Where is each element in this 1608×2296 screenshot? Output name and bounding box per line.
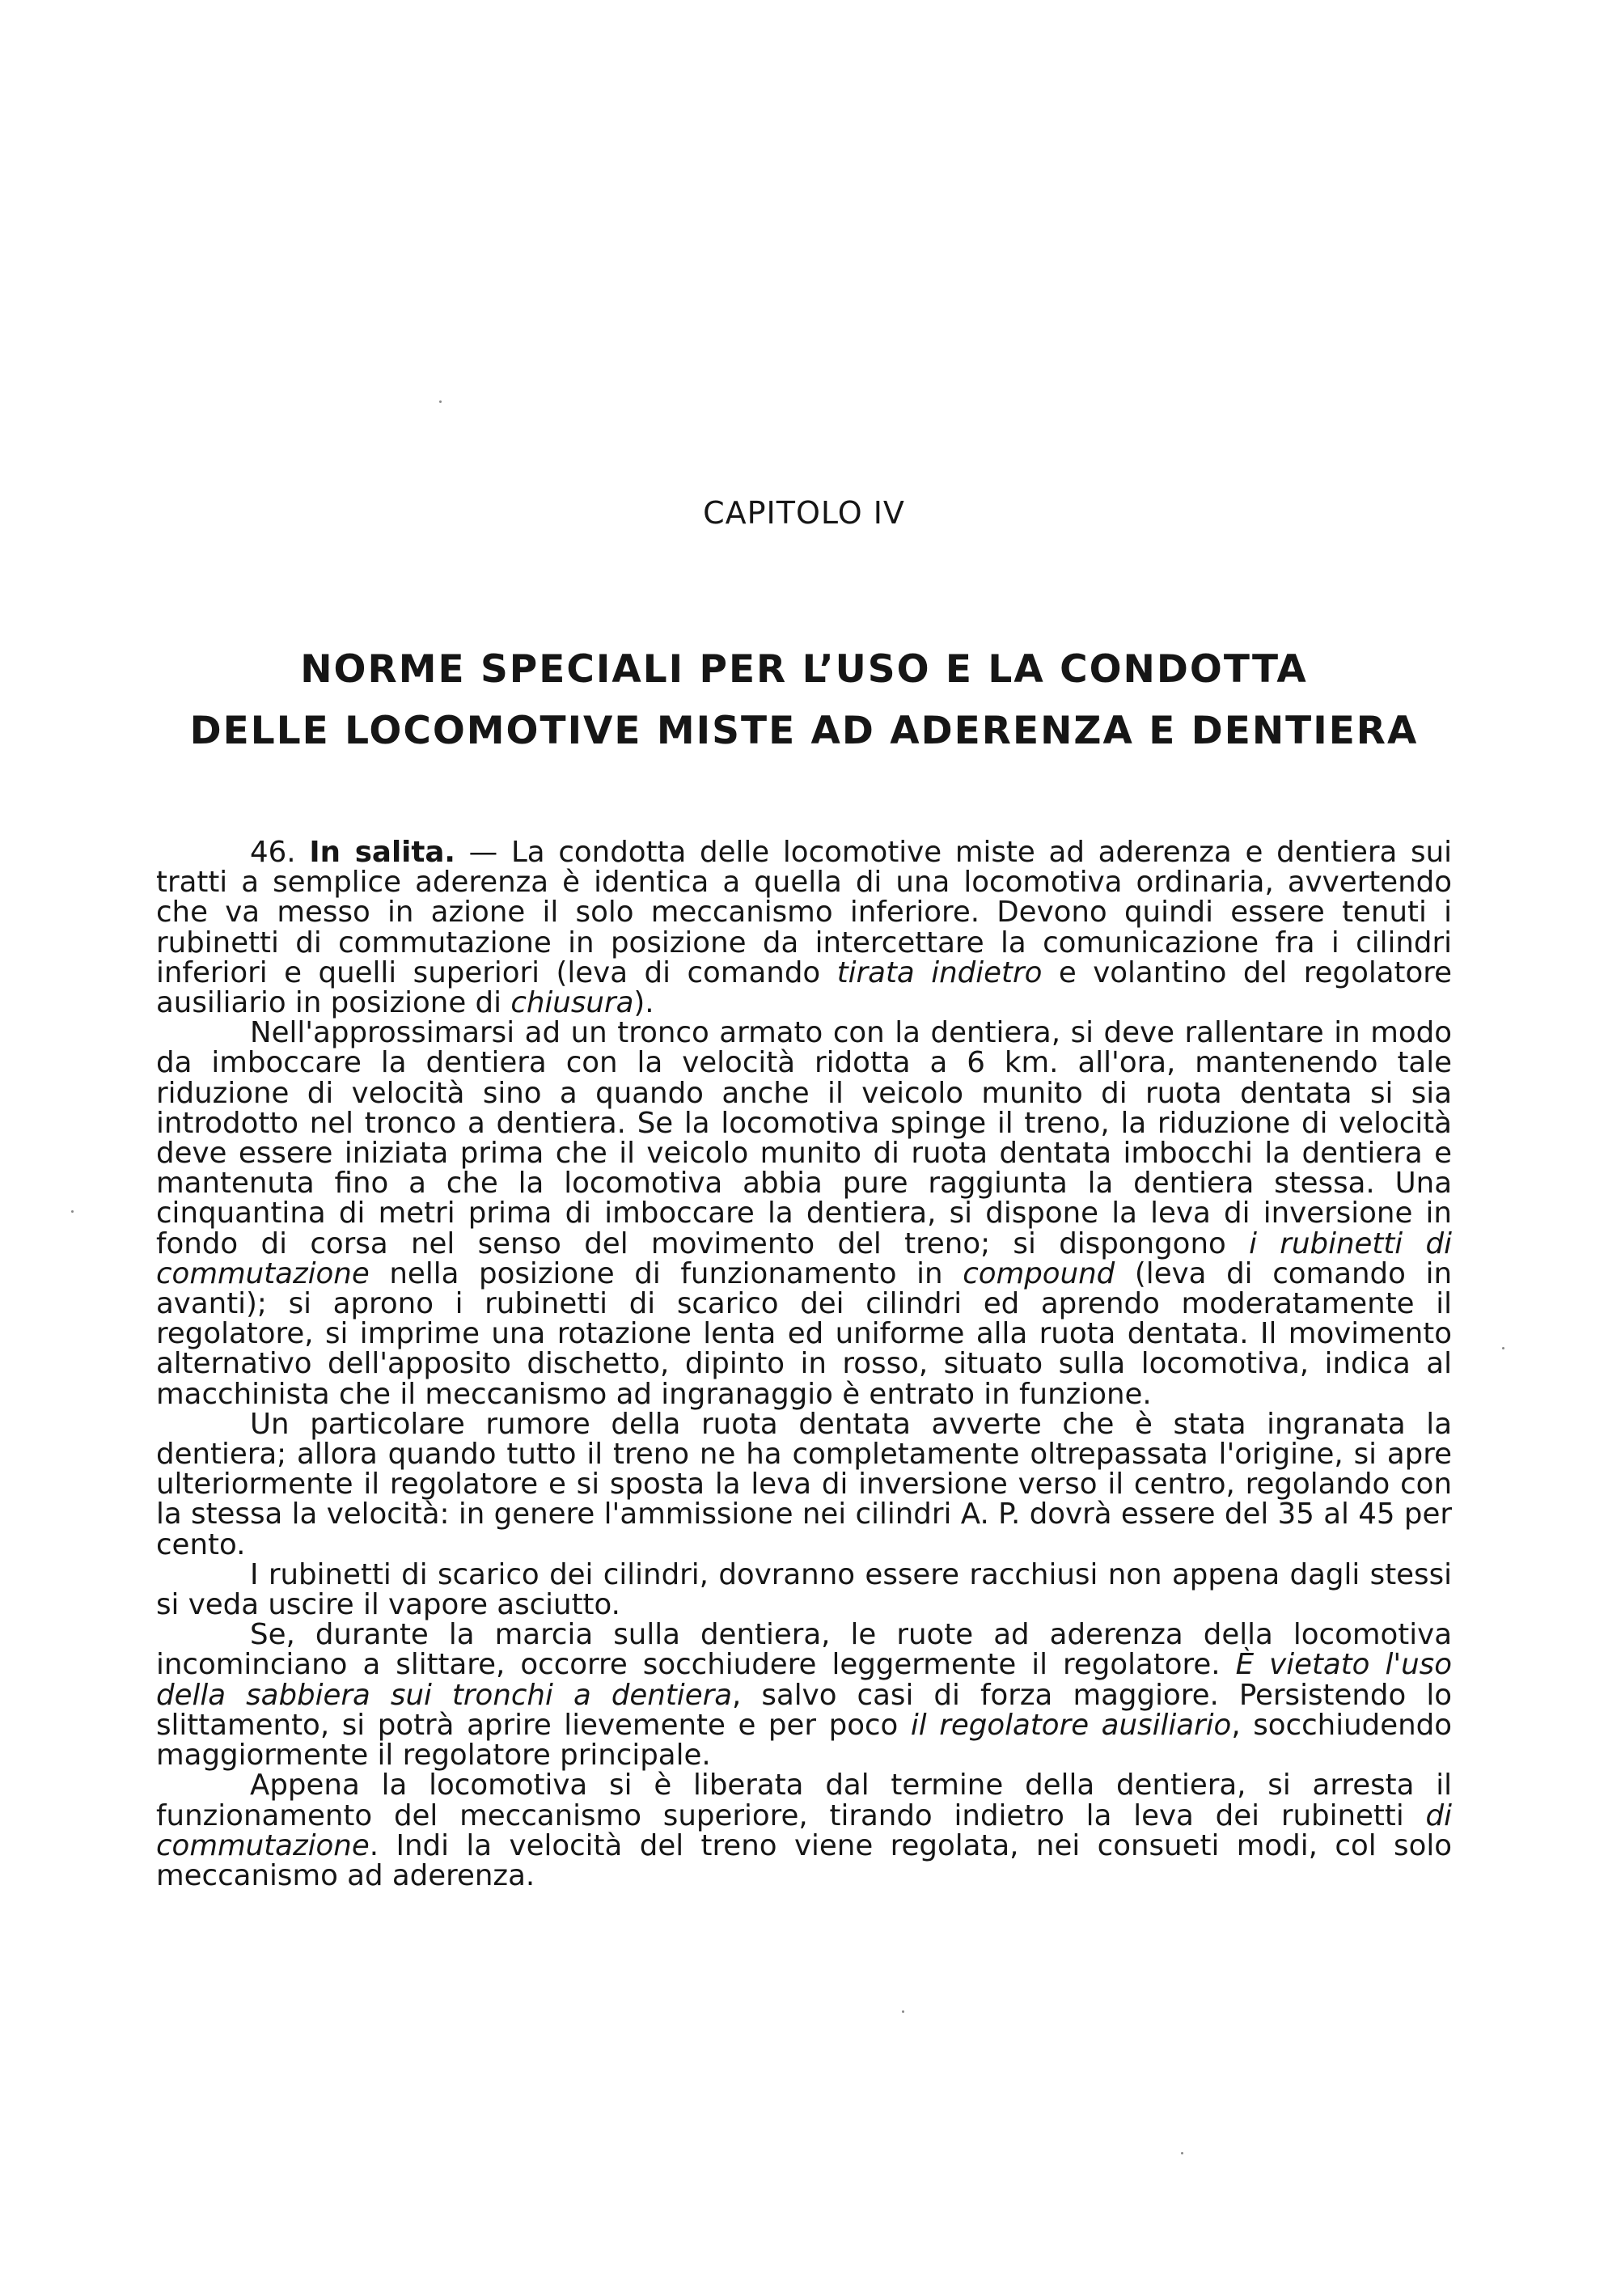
paragraph-1-italic-d: chiusura [510, 986, 634, 1020]
paragraph-2-italic-b: i rubinetti di commutazione [156, 1226, 1452, 1290]
scan-speck [1502, 1347, 1504, 1349]
paragraph-1-text-c: e volantino del regolatore ausiliario in posizione di [156, 955, 1452, 1020]
paragraph-5-text-a: Se, durante la marcia sulla dentiera, le ruote ad aderenza della locomotiva incominciano a slittare, occorre socchiudere leggermente il regolatore. [156, 1618, 1452, 1682]
title-line-2: DELLE LOCOMOTIVE MISTE AD ADERENZA E DENTIERA [189, 709, 1419, 753]
paragraph-2-text-c: nella posizione di funzionamento in [369, 1256, 963, 1290]
scan-speck [439, 400, 442, 403]
paragraph-5-text-e: , socchiudendo maggiormente il regolatore principale. [156, 1708, 1453, 1773]
paragraph-2-text-e: (leva di comando in avanti); si aprono i rubinetti di scarico dei cilindri ed aprendo moderatamente il regolatore, si imprime una rotazione lenta ed uniforme alla ruota dentata. Il movimento alternativo dell'apposito dischetto, dipinto in rosso, situato sulla locomotiva, indica al macchinista che il meccanismo ad ingranaggio è entrato in funzione. [156, 1256, 1452, 1411]
paragraph-5-italic-d: il regolatore ausiliario [910, 1708, 1232, 1742]
title-line-1: NORME SPECIALI PER L’USO E LA CONDOTTA [300, 647, 1308, 692]
paragraph-1-text-a: La condotta delle locomotive miste ad aderenza e dentiera sui tratti a semplice aderenza è identica a quella di una locomotiva ordinaria, avvertendo che va messo in azione il solo meccanismo inferiore. Devono quindi essere tenuti i rubinetti di commutazione in posizione da intercettare la comunicazione fra i cilindri inferiori e quelli superiori (leva di comando [156, 836, 1453, 989]
paragraph-5-italic-b: È vietato l'uso della sabbiera sui tronchi a dentiera [156, 1648, 1452, 1712]
section-number: 46. [250, 836, 296, 869]
paragraph-2-text-a: Nell'approssimarsi ad un tronco armato con la dentiera, si deve rallentare in modo da imboccare la dentiera con la velocità ridotta a 6 km. all'ora, mantenendo tale riduzione di velocità sino a quando anche il veicolo munito di ruota dentata si sia introdotto nel tronco a dentiera. Se la locomotiva spinge il treno, la riduzione di velocità deve essere iniziata prima che il veicolo munito di ruota dentata imbocchi la dentiera e mantenuta fino a che la locomotiva abbia pure raggiunta la dentiera stessa. Una cinquantina di metri prima di imboccare la dentiera, si dispone la leva di inversione in fondo di corsa nel senso del movimento del treno; si dispongono [156, 1016, 1452, 1260]
paragraph-6-italic-b: di commutazione [156, 1798, 1452, 1862]
section-dash: — [455, 836, 511, 869]
paragraph-6-text-c: . Indi la velocità del treno viene regolata, nei consueti modi, col solo meccanismo ad aderenza. [156, 1828, 1452, 1892]
paragraph-2 [156, 1018, 1452, 1409]
paragraph-6-text-a: Appena la locomotiva si è liberata dal termine della dentiera, si arresta il funzionamento del meccanismo superiore, tirando indietro la leva dei rubinetti [156, 1769, 1452, 1832]
paragraph-4: I rubinetti di scarico dei cilindri, dovranno essere racchiusi non appena dagli stessi si veda uscire il vapore asciutto. [156, 1557, 1452, 1622]
section-heading: In salita. [309, 836, 455, 869]
scan-speck [71, 1210, 74, 1213]
scan-speck [1181, 2152, 1183, 2154]
chapter-heading: CAPITOLO IV [703, 495, 905, 531]
paragraph-5 [156, 1618, 1453, 1773]
paragraph-1 [156, 837, 1452, 1018]
scan-speck [902, 2010, 904, 2013]
paragraph-3: Un particolare rumore della ruota dentata avverte che è stata ingranata la dentiera; allora quando tutto il treno ne ha completamente oltrepassata l'origine, si apre ulteriormente il regolatore e si sposta la leva di inversione verso il centro, regolando con la stessa la velocità: in genere l'ammissione nei cilindri A. P. dovrà essere del 35 al 45 per cento. [156, 1407, 1452, 1561]
body-text [156, 837, 1452, 1891]
paragraph-2-italic-d: compound [963, 1256, 1115, 1290]
chapter-title [121, 639, 1487, 762]
paragraph-5-text-c: , salvo casi di forza maggiore. Persistendo lo slittamento, si potrà aprire lievemente e per poco [156, 1678, 1452, 1742]
paragraph-6 [156, 1770, 1452, 1891]
paragraph-1-italic-b: tirata indietro [836, 955, 1043, 989]
paragraph-1-text-e: ). [633, 986, 654, 1020]
